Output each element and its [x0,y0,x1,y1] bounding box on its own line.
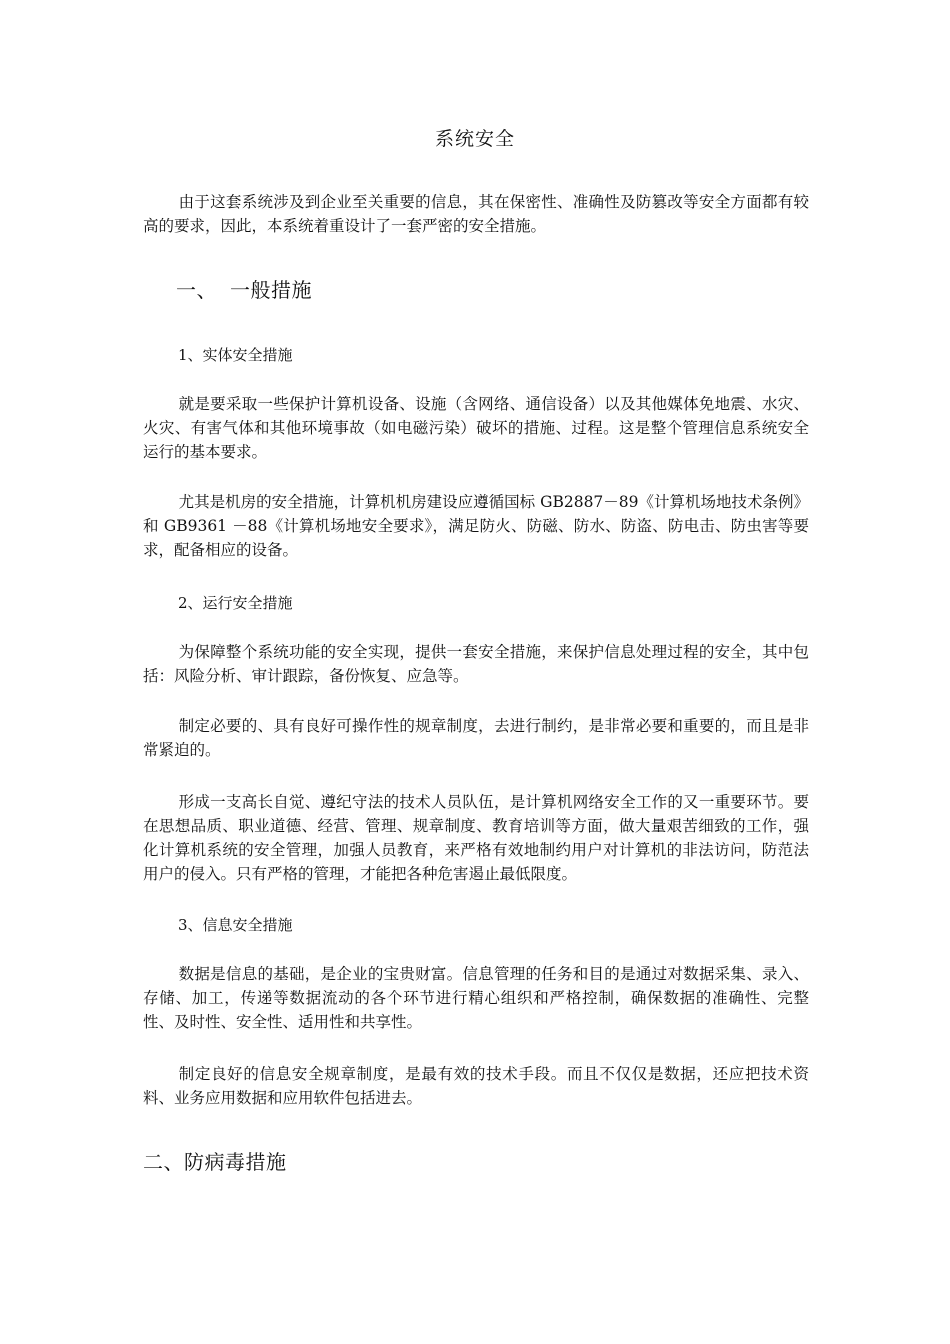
subsection-1-paragraph-1: 就是要采取一些保护计算机设备、设施（含网络、通信设备）以及其他媒体免地震、水灾、火灾、有害气体和其他环境事故（如电磁污染）破坏的措施、过程。这是整个管理信息系统安全运行的基本要求。 [143,395,809,461]
subsection-2-paragraph-1: 为保障整个系统功能的安全实现，提供一套安全措施，来保护信息处理过程的安全，其中包括：风险分析、审计跟踪，备份恢复、应急等。 [143,643,809,685]
subsection-1-heading: 1、实体安全措施 [178,346,293,364]
intro-paragraph: 由于这套系统涉及到企业至关重要的信息，其在保密性、准确性及防篡改等安全方面都有较高的要求，因此，本系统着重设计了一套严密的安全措施。 [143,193,809,235]
section-1-number: 一、 [176,278,217,302]
subsection-3-paragraph-2: 制定良好的信息安全规章制度，是最有效的技术手段。而且不仅仅是数据，还应把技术资料、业务应用数据和应用软件包括进去。 [143,1065,809,1107]
document-title: 系统安全 [434,128,515,150]
subsection-1-paragraph-2: 尤其是机房的安全措施，计算机机房建设应遵循国标 GB2887－89《计算机场地技术条例》和 GB9361 －88《计算机场地安全要求》，满足防火、防磁、防水、防盗、防电击、防虫害等要求，配备相应的设备。 [143,493,810,559]
section-1-heading [176,274,312,303]
subsection-3-paragraph-1: 数据是信息的基础，是企业的宝贵财富。信息管理的任务和目的是通过对数据采集、录入、存储、加工，传递等数据流动的各个环节进行精心组织和严格控制，确保数据的准确性、完整性、及时性、安全性、适用性和共享性。 [143,965,809,1031]
subsection-2-paragraph-3: 形成一支高长自觉、遵纪守法的技术人员队伍，是计算机网络安全工作的又一重要环节。要在思想品质、职业道德、经营、管理、规章制度、教育培训等方面，做大量艰苦细致的工作，强化计算机系统的安全管理，加强人员教育，来严格有效地制约用户对计算机的非法访问，防范法用户的侵入。只有严格的管理，才能把各种危害遏止最低限度。 [143,793,809,883]
subsection-2-paragraph-2: 制定必要的、具有良好可操作性的规章制度，去进行制约，是非常必要和重要的，而且是非常紧迫的。 [143,717,809,759]
subsection-3-heading: 3、信息安全措施 [178,916,293,934]
subsection-2-heading: 2、运行安全措施 [178,594,293,612]
section-1-title: 一般措施 [230,278,312,302]
section-2-heading: 二、防病毒措施 [143,1150,287,1174]
